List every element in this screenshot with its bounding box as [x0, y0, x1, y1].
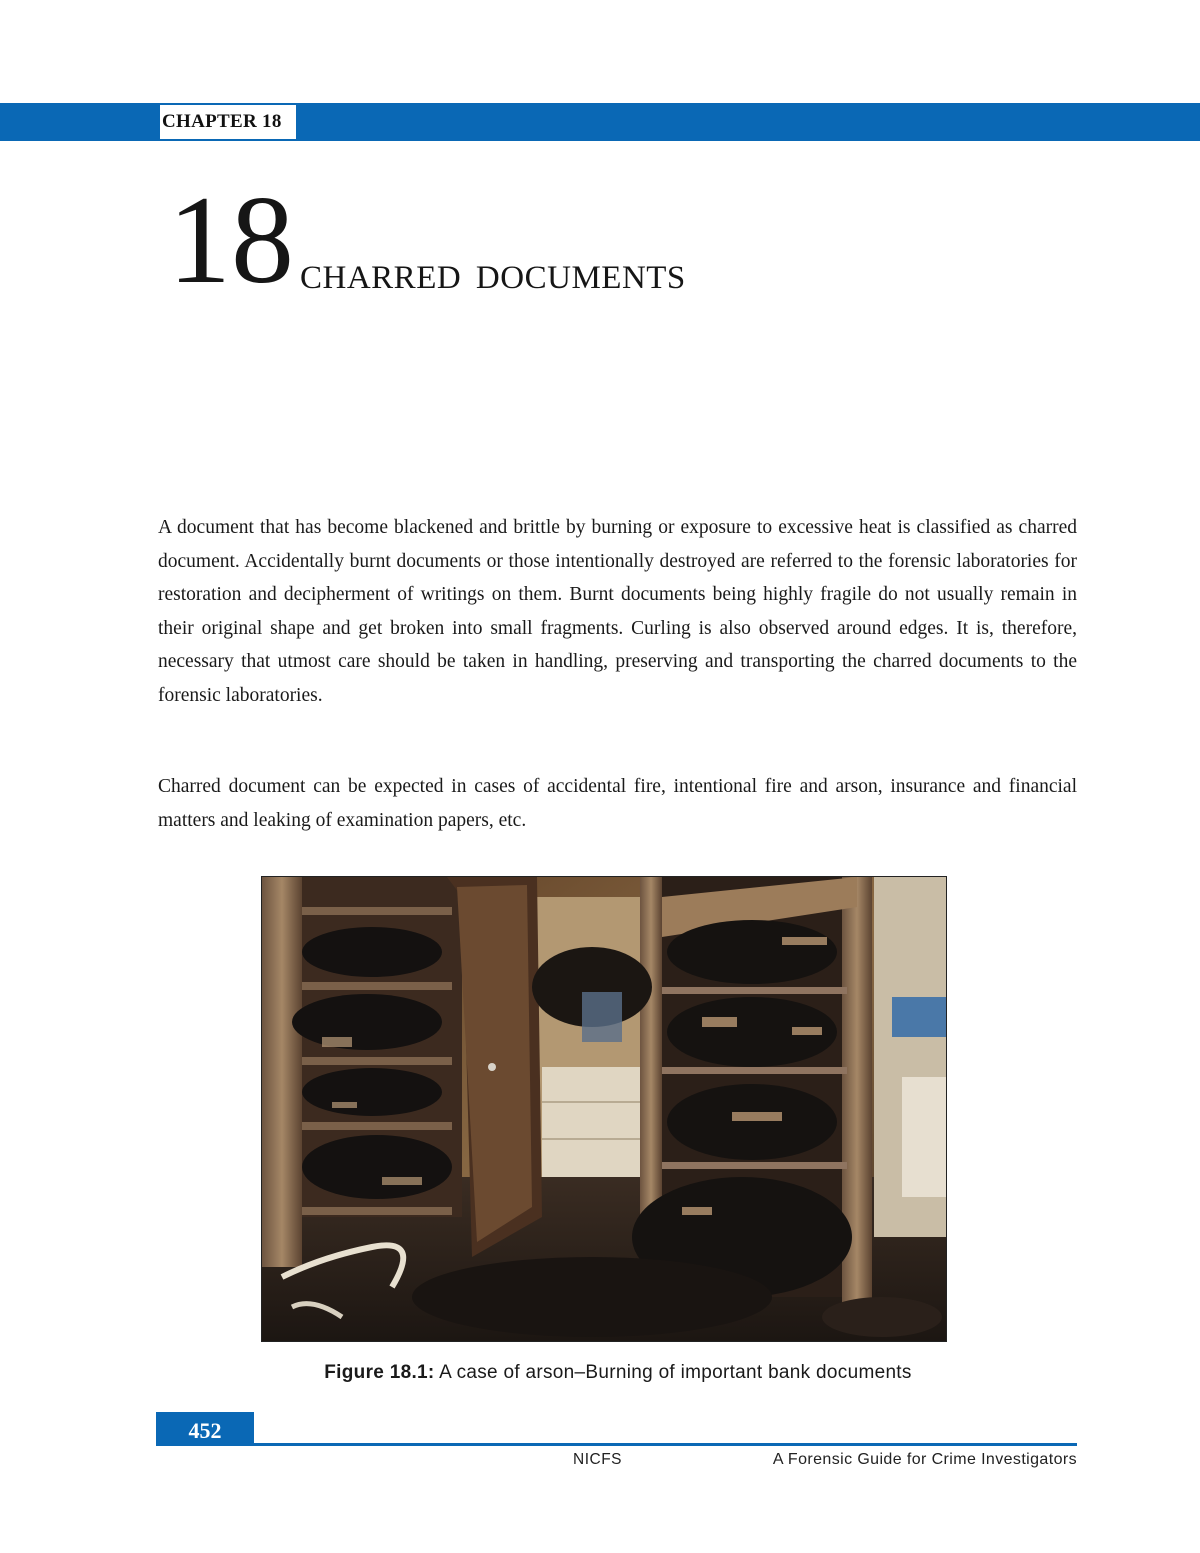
page-number: 452	[156, 1412, 254, 1446]
chapter-title: CHARRED DOCUMENTS	[300, 260, 686, 296]
chapter-label: CHAPTER 18	[158, 103, 298, 141]
header-bar-right	[298, 103, 1200, 141]
figure-caption-text: A case of arson–Burning of important bank documents	[439, 1362, 912, 1383]
body-paragraph: Charred document can be expected in cases of accidental fire, intentional fire and arson, insurance and financial matters and leaking of examination papers, etc.	[158, 776, 1077, 831]
header-bar-left	[0, 103, 158, 141]
footer-book-title: A Forensic Guide for Crime Investigators	[772, 1451, 1077, 1468]
footer-rule	[254, 1443, 1077, 1446]
body-paragraph: A document that has become blackened and brittle by burning or exposure to excessive heat is classified as charred document. Accidentally burnt documents or those intentionally destroyed are referred to the forensic laboratories for restoration and decipherment of writings on them. Burnt documents being highly fragile do not usually remain in their original shape and get broken into small fragments. Curling is also observed around edges. It is, therefore, necessary that utmost care should be taken in handling, preserving and transporting the charred documents to the forensic laboratories.	[158, 517, 1077, 706]
figure-caption	[0, 1362, 1200, 1384]
figure-label: Figure 18.1:	[324, 1362, 435, 1383]
chapter-number: 18	[168, 171, 294, 310]
footer-publisher: NICFS	[573, 1451, 622, 1468]
figure-photo-burnt-cabinets	[261, 876, 947, 1342]
